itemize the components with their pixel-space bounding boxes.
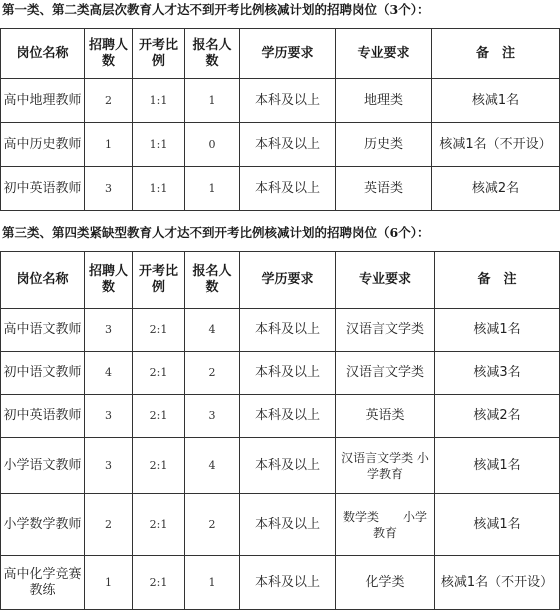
section-2-title: 第三类、第四类紧缺型教育人才达不到开考比例核减计划的招聘岗位（6个）： bbox=[2, 225, 430, 240]
cell-major: 汉语言文学类 小学教育 bbox=[336, 438, 435, 494]
table-row bbox=[1, 395, 560, 438]
cell-position: 高中地理教师 bbox=[1, 79, 85, 123]
cell-note: 核减1名（不开设） bbox=[432, 123, 560, 167]
cell-major: 数学类 小学教育 bbox=[336, 494, 435, 556]
table-section-1 bbox=[0, 28, 560, 211]
cell-applicants: 1 bbox=[185, 167, 240, 211]
header-note: 备 注 bbox=[435, 252, 560, 309]
cell-major: 历史类 bbox=[336, 123, 432, 167]
table-row bbox=[1, 494, 560, 556]
cell-education: 本科及以上 bbox=[240, 309, 336, 352]
cell-applicants: 2 bbox=[185, 494, 240, 556]
cell-ratio: 2:1 bbox=[133, 556, 185, 610]
table-header-row bbox=[1, 252, 560, 309]
cell-note: 核减1名 bbox=[432, 79, 560, 123]
table-header-row bbox=[1, 29, 560, 79]
header-major: 专业要求 bbox=[336, 29, 432, 79]
table-row bbox=[1, 438, 560, 494]
cell-ratio: 2:1 bbox=[133, 494, 185, 556]
cell-education: 本科及以上 bbox=[240, 556, 336, 610]
cell-education: 本科及以上 bbox=[240, 438, 336, 494]
header-ratio: 开考比例 bbox=[133, 29, 185, 79]
cell-note: 核减1名 bbox=[435, 309, 560, 352]
cell-ratio: 1:1 bbox=[133, 123, 185, 167]
cell-applicants: 0 bbox=[185, 123, 240, 167]
cell-quota: 4 bbox=[85, 352, 133, 395]
cell-note: 核减1名 bbox=[435, 438, 560, 494]
cell-major: 化学类 bbox=[336, 556, 435, 610]
header-ratio: 开考比例 bbox=[133, 252, 185, 309]
header-education: 学历要求 bbox=[240, 252, 336, 309]
table-row bbox=[1, 123, 560, 167]
cell-position: 初中英语教师 bbox=[1, 167, 85, 211]
cell-education: 本科及以上 bbox=[240, 123, 336, 167]
cell-quota: 3 bbox=[85, 309, 133, 352]
table-section-2 bbox=[0, 251, 560, 610]
cell-quota: 3 bbox=[85, 167, 133, 211]
cell-quota: 3 bbox=[85, 395, 133, 438]
cell-quota: 2 bbox=[85, 79, 133, 123]
section-1-title: 第一类、第二类高层次教育人才达不到开考比例核减计划的招聘岗位（3个）： bbox=[2, 2, 430, 17]
header-education: 学历要求 bbox=[240, 29, 336, 79]
cell-quota: 3 bbox=[85, 438, 133, 494]
header-quota: 招聘人数 bbox=[85, 252, 133, 309]
cell-applicants: 4 bbox=[185, 438, 240, 494]
cell-major: 汉语言文学类 bbox=[336, 352, 435, 395]
cell-note: 核减2名 bbox=[435, 395, 560, 438]
cell-note: 核减2名 bbox=[432, 167, 560, 211]
cell-applicants: 2 bbox=[185, 352, 240, 395]
cell-note: 核减3名 bbox=[435, 352, 560, 395]
cell-education: 本科及以上 bbox=[240, 352, 336, 395]
cell-education: 本科及以上 bbox=[240, 395, 336, 438]
cell-ratio: 1:1 bbox=[133, 79, 185, 123]
header-applicants: 报名人数 bbox=[185, 252, 240, 309]
header-applicants: 报名人数 bbox=[185, 29, 240, 79]
cell-position: 小学数学教师 bbox=[1, 494, 85, 556]
cell-note: 核减1名（不开设） bbox=[435, 556, 560, 610]
header-position: 岗位名称 bbox=[1, 252, 85, 309]
cell-position: 高中历史教师 bbox=[1, 123, 85, 167]
header-major: 专业要求 bbox=[336, 252, 435, 309]
cell-major: 地理类 bbox=[336, 79, 432, 123]
cell-education: 本科及以上 bbox=[240, 167, 336, 211]
cell-position: 初中语文教师 bbox=[1, 352, 85, 395]
table-row bbox=[1, 167, 560, 211]
cell-quota: 2 bbox=[85, 494, 133, 556]
cell-ratio: 2:1 bbox=[133, 309, 185, 352]
cell-quota: 1 bbox=[85, 556, 133, 610]
cell-ratio: 2:1 bbox=[133, 438, 185, 494]
cell-ratio: 2:1 bbox=[133, 395, 185, 438]
cell-ratio: 2:1 bbox=[133, 352, 185, 395]
cell-position: 小学语文教师 bbox=[1, 438, 85, 494]
header-quota: 招聘人数 bbox=[85, 29, 133, 79]
cell-note: 核减1名 bbox=[435, 494, 560, 556]
cell-position: 初中英语教师 bbox=[1, 395, 85, 438]
table-row bbox=[1, 556, 560, 610]
cell-applicants: 1 bbox=[185, 556, 240, 610]
header-position: 岗位名称 bbox=[1, 29, 85, 79]
table-row bbox=[1, 352, 560, 395]
cell-applicants: 4 bbox=[185, 309, 240, 352]
table-row bbox=[1, 309, 560, 352]
cell-education: 本科及以上 bbox=[240, 494, 336, 556]
cell-ratio: 1:1 bbox=[133, 167, 185, 211]
cell-major: 英语类 bbox=[336, 167, 432, 211]
cell-major: 汉语言文学类 bbox=[336, 309, 435, 352]
table-row bbox=[1, 79, 560, 123]
cell-major: 英语类 bbox=[336, 395, 435, 438]
cell-applicants: 1 bbox=[185, 79, 240, 123]
cell-education: 本科及以上 bbox=[240, 79, 336, 123]
cell-quota: 1 bbox=[85, 123, 133, 167]
cell-position: 高中语文教师 bbox=[1, 309, 85, 352]
cell-position: 高中化学竞赛教练 bbox=[1, 556, 85, 610]
header-note: 备 注 bbox=[432, 29, 560, 79]
cell-applicants: 3 bbox=[185, 395, 240, 438]
